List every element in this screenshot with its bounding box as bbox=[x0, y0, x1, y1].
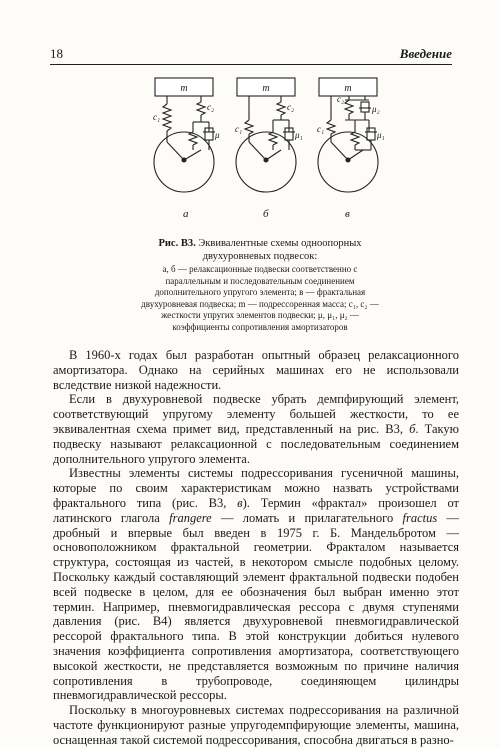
label-mu2: μ₂ bbox=[372, 104, 380, 114]
damper-mu1 bbox=[367, 128, 375, 140]
label-mu1: μ₁ bbox=[295, 130, 303, 140]
damper-mu2 bbox=[361, 102, 369, 112]
scheme-a bbox=[153, 78, 220, 192]
figure-caption bbox=[140, 238, 380, 333]
paragraph-text: ). Термин «фрактал» произошел от латинского глагола bbox=[53, 495, 459, 525]
label-mu: μ bbox=[215, 130, 220, 140]
spring-c1 bbox=[245, 120, 253, 134]
running-header bbox=[50, 46, 452, 62]
paragraph-text: — ломать и прилагательного bbox=[211, 510, 403, 525]
mass-label: m bbox=[262, 83, 270, 94]
sublabel-b: б bbox=[263, 208, 269, 220]
caption-title bbox=[140, 238, 380, 263]
caption-figure-ref: Рис. В3. bbox=[158, 238, 196, 249]
spring-c2 bbox=[345, 100, 353, 114]
paragraph-text: В 1960-х годах был разработан опытный образец релаксационного амортизатора. Однако на серийных машинах его не использовали вследствие низкой надежности. bbox=[53, 348, 459, 392]
spring-c1 bbox=[163, 104, 171, 131]
paragraph-text: — дробный и впервые был введен в 1975 г. Б. Мандельбротом — основоположником фрактальной геометрии. Фракталом называется структура, состоящая из частей, в некотором смысле подобных целому. Поскольку каждый составляющий элемент фрактальной подвески подобен всей подвеске в целом, для ее обозначения был выбран именно этот термин. Например, пневмогидравлическая рессора с двумя ступенями давления (рис. В4) является двухуровневой пневмогидравлической рессорой фрактального типа. В этой конструкции добиться нулевого значения коэффициента сопротивления амортизатора, соответствующего высокой жесткости, не представляется возможным по причине наличия сопротивления в трубопроводе, соединяющем цилиндры пневмогидравлической рессоры. bbox=[53, 510, 460, 703]
sublabel-a: а bbox=[183, 208, 189, 220]
paragraph bbox=[53, 466, 459, 703]
label-c2: c₂ bbox=[287, 102, 295, 112]
figure-ref-italic: б bbox=[409, 421, 416, 436]
paragraph bbox=[53, 392, 459, 466]
paragraph-text: Если в двухуровневой подвеске убрать демпфирующий элемент, соответствующий упругому элементу большей жесткости, то ее эквивалентная схема примет вид, представленный на рис. В3, bbox=[53, 392, 459, 436]
spring-c2 bbox=[277, 102, 285, 115]
paragraph-text: Поскольку в многоуровневых системах подрессоривания на различной частоте функционируют разные упругодемпфирующие элементы, машина, оснащенная такой системой подрессоривания, способна двигаться в разно- bbox=[53, 703, 459, 747]
figure-ref-italic: в bbox=[237, 495, 243, 510]
header-rule bbox=[50, 64, 452, 65]
sublabel-c: в bbox=[345, 208, 350, 220]
caption-legend: а, б — релаксационные подвески соответственно с параллельным и последовательным соединением дополнительного упругого элемента; в — фрактальная двухуровневая подвеска; m — подрессоренная масса; c₁, c₂ — жесткости упругих элементов подвески; μ, μ₁, μ₂ — коэффициенты сопротивления амортизаторов bbox=[141, 264, 379, 332]
paragraph-text: . Такую подвеску называют релаксационной с последовательным соединением дополнительного упругого элемента. bbox=[53, 421, 460, 466]
label-mu1: μ₁ bbox=[377, 130, 385, 140]
paragraph bbox=[53, 703, 459, 747]
label-c2: c₂ bbox=[337, 94, 345, 104]
body-text bbox=[53, 348, 459, 748]
latin-term: frangere bbox=[169, 510, 212, 525]
section-title: Введение bbox=[399, 46, 452, 61]
paragraph-text: Известны элементы системы подрессоривания гусеничной машины, которые по своим характеристикам можно назвать устройствами фрактального типа (рис. В3, bbox=[53, 466, 459, 510]
spring-c1 bbox=[327, 120, 335, 134]
paragraph bbox=[53, 348, 459, 392]
label-c2: c₂ bbox=[207, 102, 215, 112]
label-c1: c₁ bbox=[235, 124, 243, 134]
caption-title-text: Эквивалентные схемы одноопорных двухуровневых подвесок: bbox=[198, 238, 362, 262]
latin-term: fractus bbox=[402, 510, 438, 525]
scheme-c bbox=[317, 78, 385, 192]
scheme-b bbox=[235, 78, 303, 192]
label-c1: c₁ bbox=[153, 112, 161, 122]
mass-label: m bbox=[344, 83, 352, 94]
page-number: 18 bbox=[50, 46, 63, 61]
spring-c2 bbox=[197, 102, 205, 115]
mass-label: m bbox=[180, 83, 188, 94]
label-c1: c₁ bbox=[317, 124, 325, 134]
